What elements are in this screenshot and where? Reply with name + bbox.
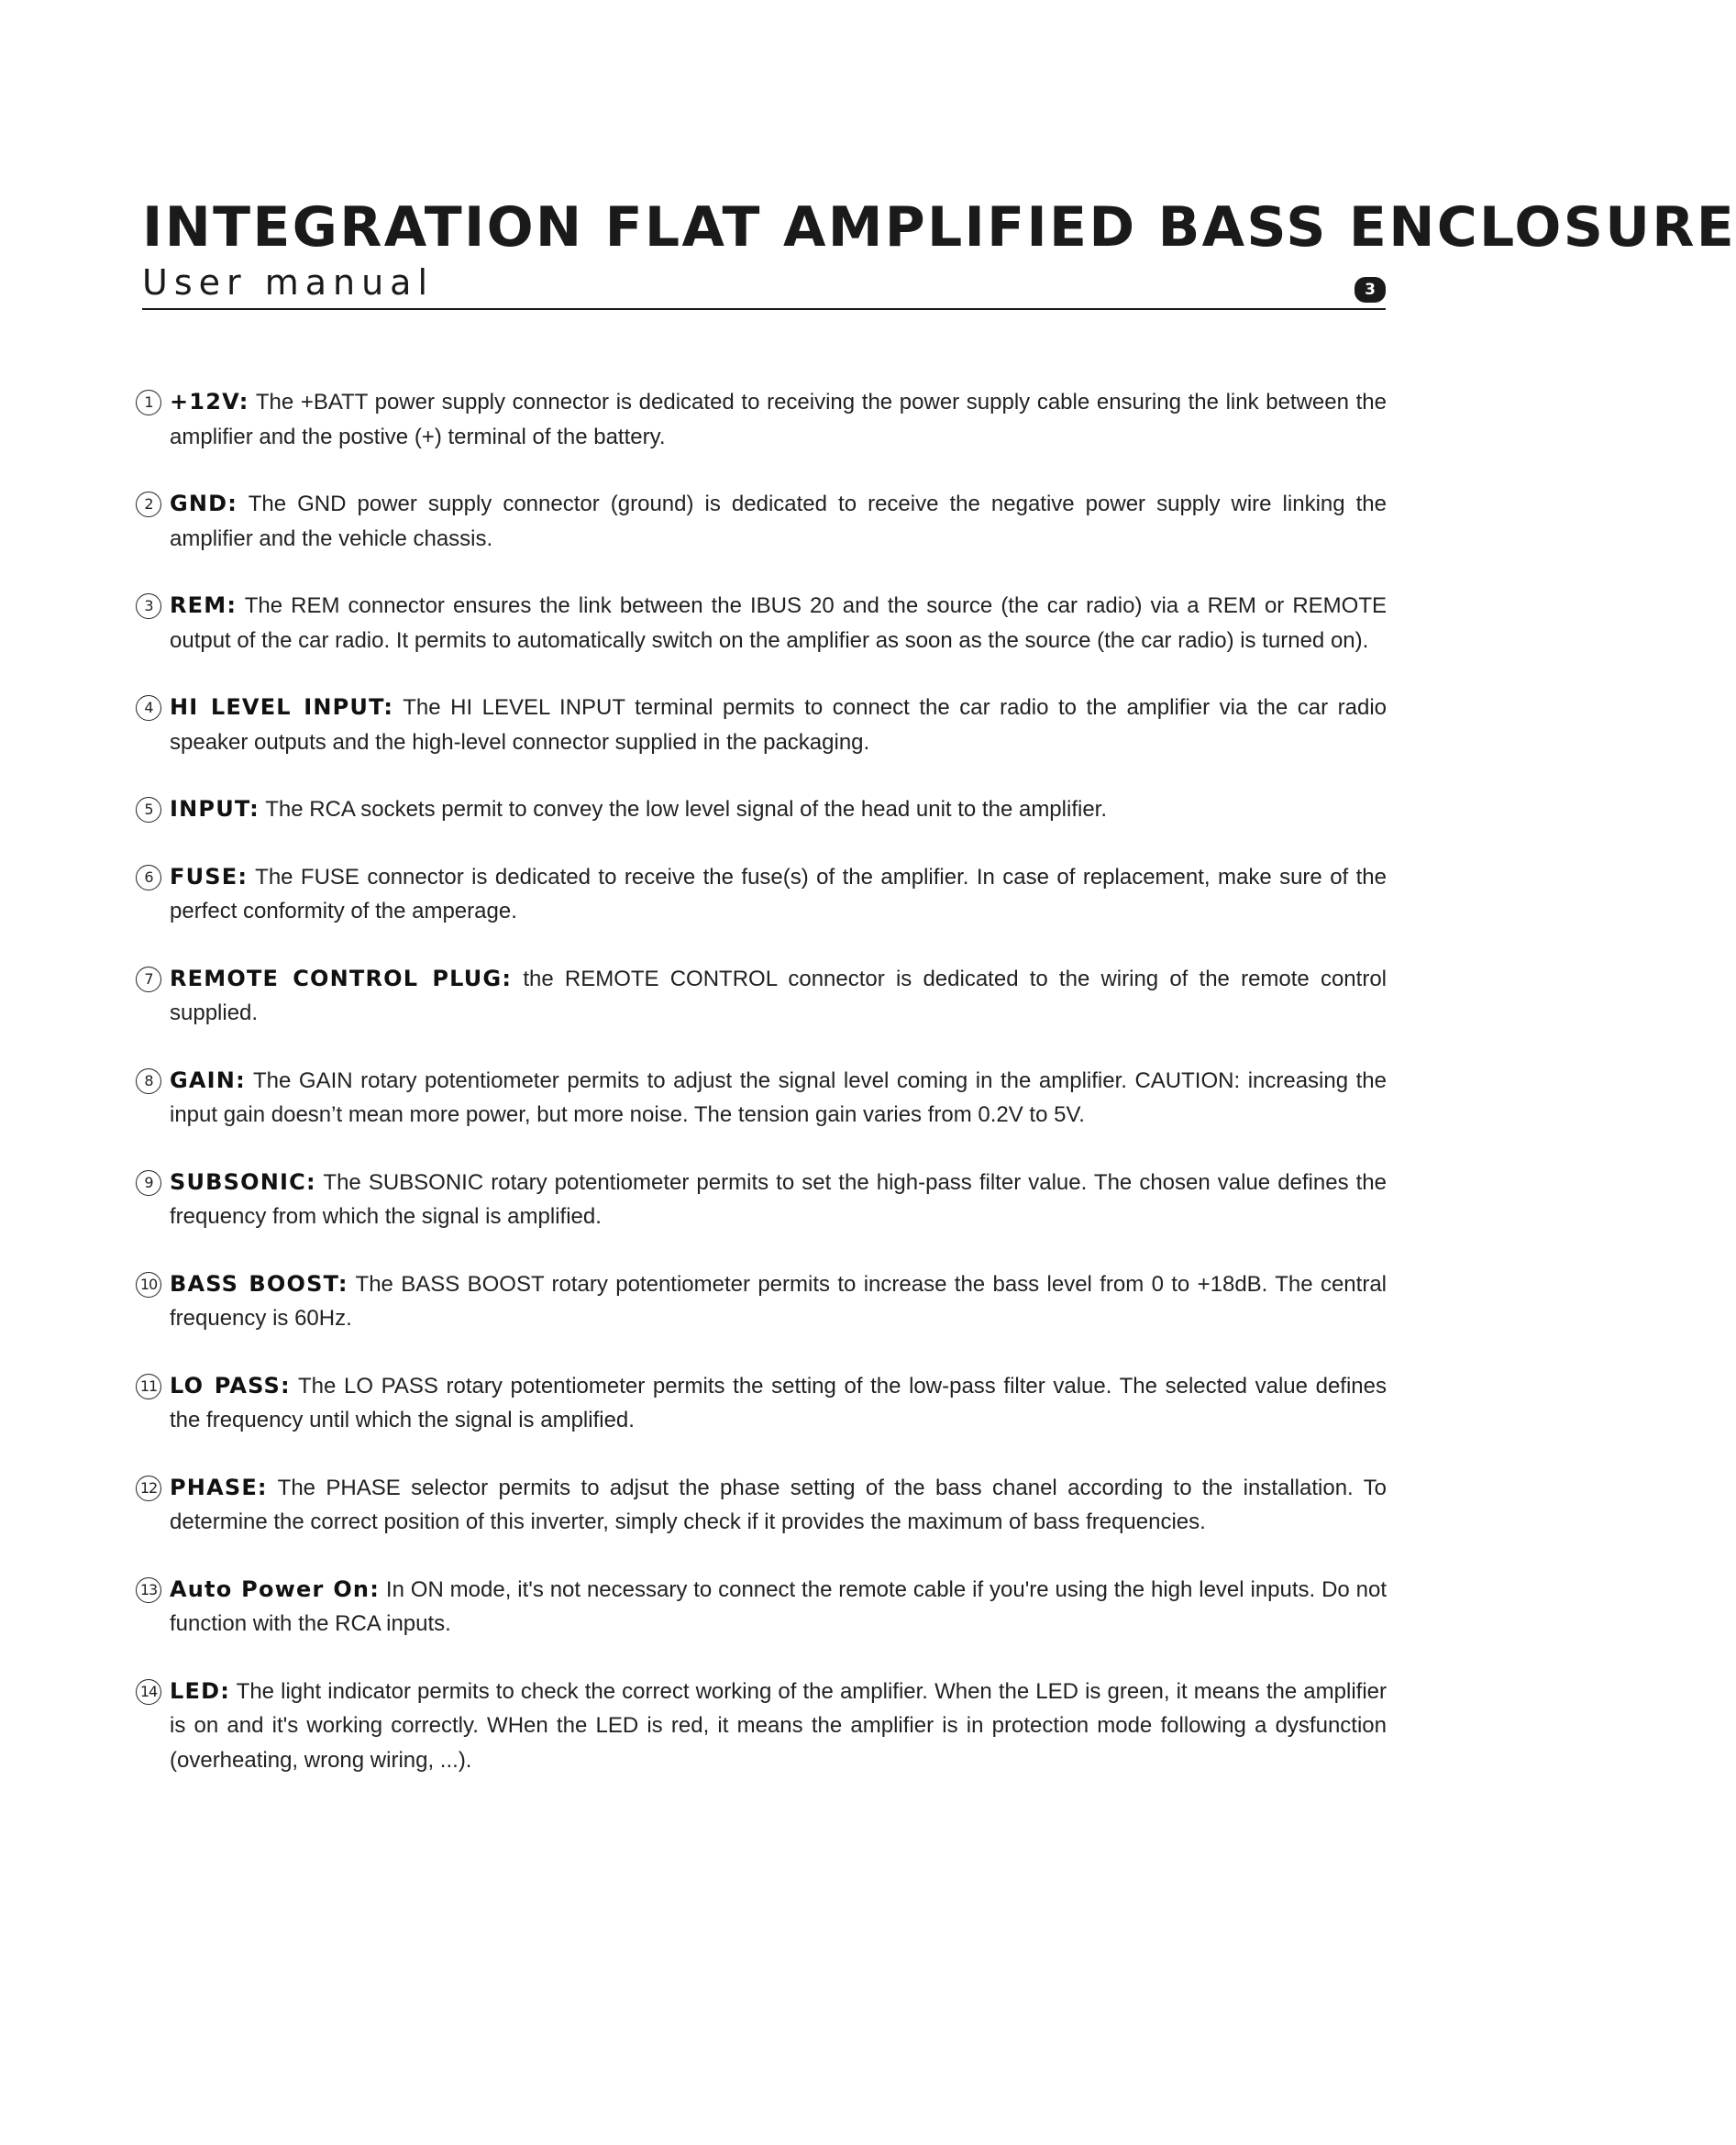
item-number-badge: 6 [136,865,161,890]
item-label: Auto Power On: [170,1576,381,1602]
item-label: PHASE: [170,1474,268,1500]
list-item-remote-control-plug [138,962,1387,1031]
item-label: INPUT: [170,796,260,822]
item-description: the REMOTE CONTROL connector is dedicated to the wiring of the remote control supplied. [170,966,1387,1025]
list-item-input [138,792,1387,827]
item-description: The LO PASS rotary potentiometer permits the setting of the low-pass filter value. The selected value defines the frequency until which the signal is amplified. [170,1373,1387,1432]
page-header [142,194,1736,310]
list-item-hi-level-input [138,691,1387,759]
item-description: The HI LEVEL INPUT terminal permits to connect the car radio to the amplifier via the car radio speaker outputs and the high-level connector supplied in the packaging. [170,695,1387,755]
item-description: The GAIN rotary potentiometer permits to adjust the signal level coming in the amplifier. CAUTION: increasing the input gain doesn’t mean more power, but more noise. The tension gain varies from 0.2V to 5V. [170,1067,1387,1127]
item-description: The SUBSONIC rotary potentiometer permits to set the high-pass filter value. The chosen value defines the frequency from which the signal is amplified. [170,1169,1387,1229]
list-item-fuse [138,860,1387,929]
item-label: GND: [170,491,238,516]
item-description: In ON mode, it's not necessary to connect the remote cable if you're using the high level inputs. Do not function with the RCA inputs. [170,1576,1387,1636]
item-description: The BASS BOOST rotary potentiometer permits to increase the bass level from 0 to +18dB. The central frequency is 60Hz. [170,1271,1387,1331]
list-item-auto-power-on [138,1573,1387,1642]
item-number-badge: 9 [136,1170,161,1196]
item-description: The light indicator permits to check the correct working of the amplifier. When the LED is green, it means the amplifier is on and it's working correctly. WHen the LED is red, it means the amplifier is in protection mode following a dysfunction (overheating, wrong wiring, ...). [170,1678,1387,1773]
item-number-badge: 3 [136,593,161,619]
item-label: LO PASS: [170,1372,291,1399]
connector-description-list [138,385,1387,1810]
item-description: The PHASE selector permits to adjsut the phase setting of the bass chanel according to the installation. To determine the correct position of this inverter, simply check if it provides the maximum of bass frequencies. [170,1475,1387,1534]
list-item-subsonic [138,1166,1387,1234]
subtitle-row [142,260,1386,310]
list-item-led [138,1675,1387,1778]
item-label: +12V: [170,389,249,415]
item-label: FUSE: [170,863,249,890]
item-label: LED: [170,1677,231,1704]
list-item-gnd [138,487,1387,556]
item-number-badge: 7 [136,967,161,992]
document-title: INTEGRATION FLAT AMPLIFIED BASS ENCLOSURE [142,195,1736,260]
list-item-rem [138,589,1387,658]
list-item-bass-boost [138,1267,1387,1336]
item-number-badge: 11 [136,1374,161,1399]
item-number-badge: 10 [136,1272,161,1298]
item-number-badge: 14 [136,1679,161,1705]
item-label: HI LEVEL INPUT: [170,694,394,720]
item-label: REMOTE CONTROL PLUG: [170,965,513,991]
item-label: BASS BOOST: [170,1270,348,1297]
item-number-badge: 2 [136,492,161,517]
item-number-badge: 13 [136,1577,161,1603]
item-number-badge: 8 [136,1068,161,1094]
item-number-badge: 5 [136,797,161,823]
item-label: SUBSONIC: [170,1168,316,1195]
item-description: The FUSE connector is dedicated to receive the fuse(s) of the amplifier. In case of replacement, make sure of the perfect conformity of the amperage. [170,864,1387,923]
item-number-badge: 1 [136,390,161,415]
item-number-badge: 12 [136,1476,161,1501]
list-item-12v [138,385,1387,454]
item-label: REM: [170,592,238,618]
list-item-gain [138,1064,1387,1133]
document-subtitle: User manual [142,262,435,303]
page-number-badge: 3 [1355,277,1386,303]
list-item-phase [138,1471,1387,1540]
item-description: The REM connector ensures the link between the IBUS 20 and the source (the car radio) via a REM or REMOTE output of the car radio. It permits to automatically switch on the amplifier as soon as the source (the car radio) is turned on). [170,593,1387,653]
item-description: The +BATT power supply connector is dedicated to receiving the power supply cable ensuring the link between the amplifier and the postive (+) terminal of the battery. [170,390,1387,449]
item-label: GAIN: [170,1067,246,1093]
item-number-badge: 4 [136,695,161,721]
item-description: The GND power supply connector (ground) is dedicated to receive the negative power supply wire linking the amplifier and the vehicle chassis. [170,492,1387,551]
item-description: The RCA sockets permit to convey the low level signal of the head unit to the amplifier. [259,797,1107,822]
list-item-lo-pass [138,1369,1387,1438]
